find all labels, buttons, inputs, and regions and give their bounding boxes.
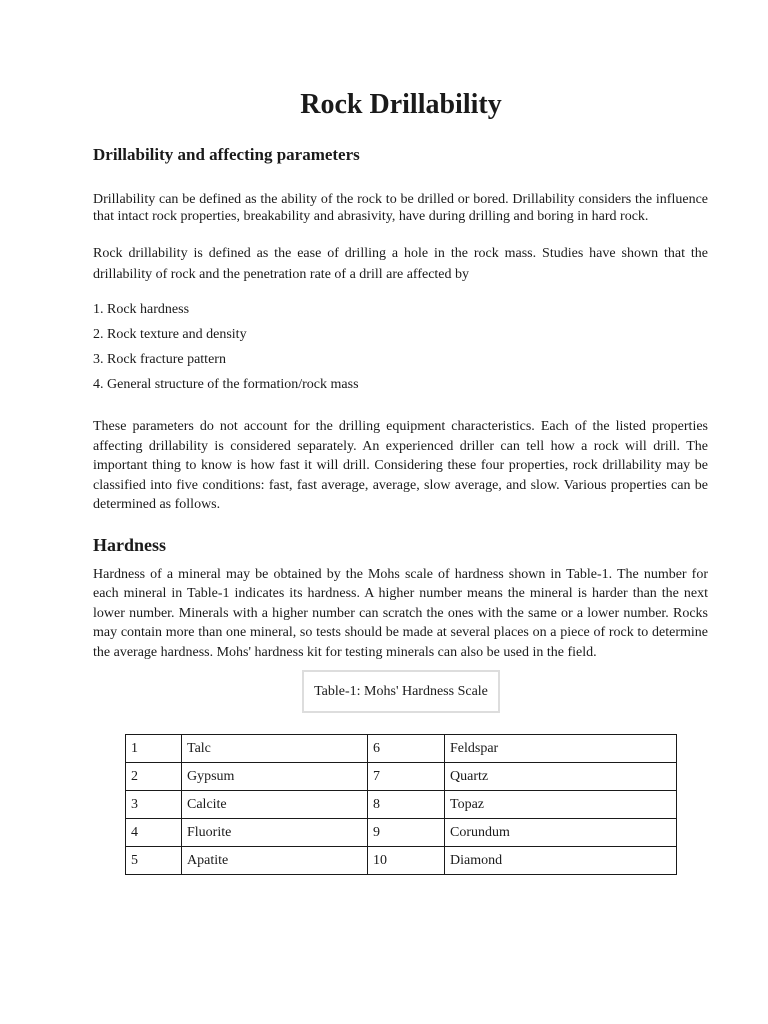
table-cell: 7 — [368, 763, 445, 791]
section-heading-drillability: Drillability and affecting parameters — [93, 145, 360, 164]
table-cell: 6 — [368, 735, 445, 763]
table-cell: Feldspar — [445, 735, 677, 763]
table-cell: Corundum — [445, 819, 677, 847]
table-cell: 3 — [126, 791, 182, 819]
table-cell: Quartz — [445, 763, 677, 791]
paragraph-drillability-definition: Drillability can be defined as the ability of the rock to be drilled or bored. Drillability considers the influence that intact rock properties, breakability and abrasivity, have during drilling and boring in hard rock. — [93, 192, 708, 224]
list-item: 4. General structure of the formation/rock mass — [93, 377, 359, 392]
table-cell: 10 — [368, 847, 445, 875]
table-cell: 8 — [368, 791, 445, 819]
table-cell: Topaz — [445, 791, 677, 819]
page-title: Rock Drillability — [300, 89, 502, 120]
table-cell: 2 — [126, 763, 182, 791]
table-row — [126, 819, 677, 847]
paragraph-hardness: Hardness of a mineral may be obtained by the Mohs scale of hardness shown in Table-1. The number for each mineral in Table-1 indicates its hardness. A higher number means the mineral is harder than the next lower number. Minerals with a higher number can scratch the ones with the same or a lower number. Rocks may contain more than one mineral, so tests should be made at several places on a piece of rock to determine the average hardness. Mohs' hardness kit for testing minerals can also be used in the field. — [93, 566, 708, 660]
table-cell: Gypsum — [182, 763, 368, 791]
table-cell: 9 — [368, 819, 445, 847]
mohs-hardness-table — [125, 734, 677, 875]
parameter-list — [93, 301, 708, 393]
list-item: 3. Rock fracture pattern — [93, 352, 226, 367]
list-item: 2. Rock texture and density — [93, 327, 247, 342]
table-cell: Fluorite — [182, 819, 368, 847]
table-cell: Calcite — [182, 791, 368, 819]
list-item: 1. Rock hardness — [93, 302, 190, 317]
table-row — [126, 847, 677, 875]
section-heading-hardness: Hardness — [93, 534, 167, 555]
table-cell: Diamond — [445, 847, 677, 875]
table-cell: 1 — [126, 735, 182, 763]
table-caption: Table-1: Mohs' Hardness Scale — [302, 670, 500, 713]
table-row — [126, 735, 677, 763]
table-cell: 4 — [126, 819, 182, 847]
paragraph-rock-drillability: Rock drillability is defined as the ease of drilling a hole in the rock mass. Studies have shown that the drillability of rock and the penetration rate of a drill are affected by — [93, 246, 708, 282]
table-cell: 5 — [126, 847, 182, 875]
table-row — [126, 763, 677, 791]
table-cell: Apatite — [182, 847, 368, 875]
table-caption-wrapper — [93, 670, 708, 713]
paragraph-parameters-note: These parameters do not account for the drilling equipment characteristics. Each of the listed properties affecting drillability is considered separately. An experienced driller can tell how a rock will drill. The important thing to know is how fast it will drill. Considering these four properties, rock drillability may be classified into five conditions: fast, fast average, average, slow average, and slow. Various properties can be determined as follows. — [93, 419, 708, 512]
table-cell: Talc — [182, 735, 368, 763]
table-row — [126, 791, 677, 819]
